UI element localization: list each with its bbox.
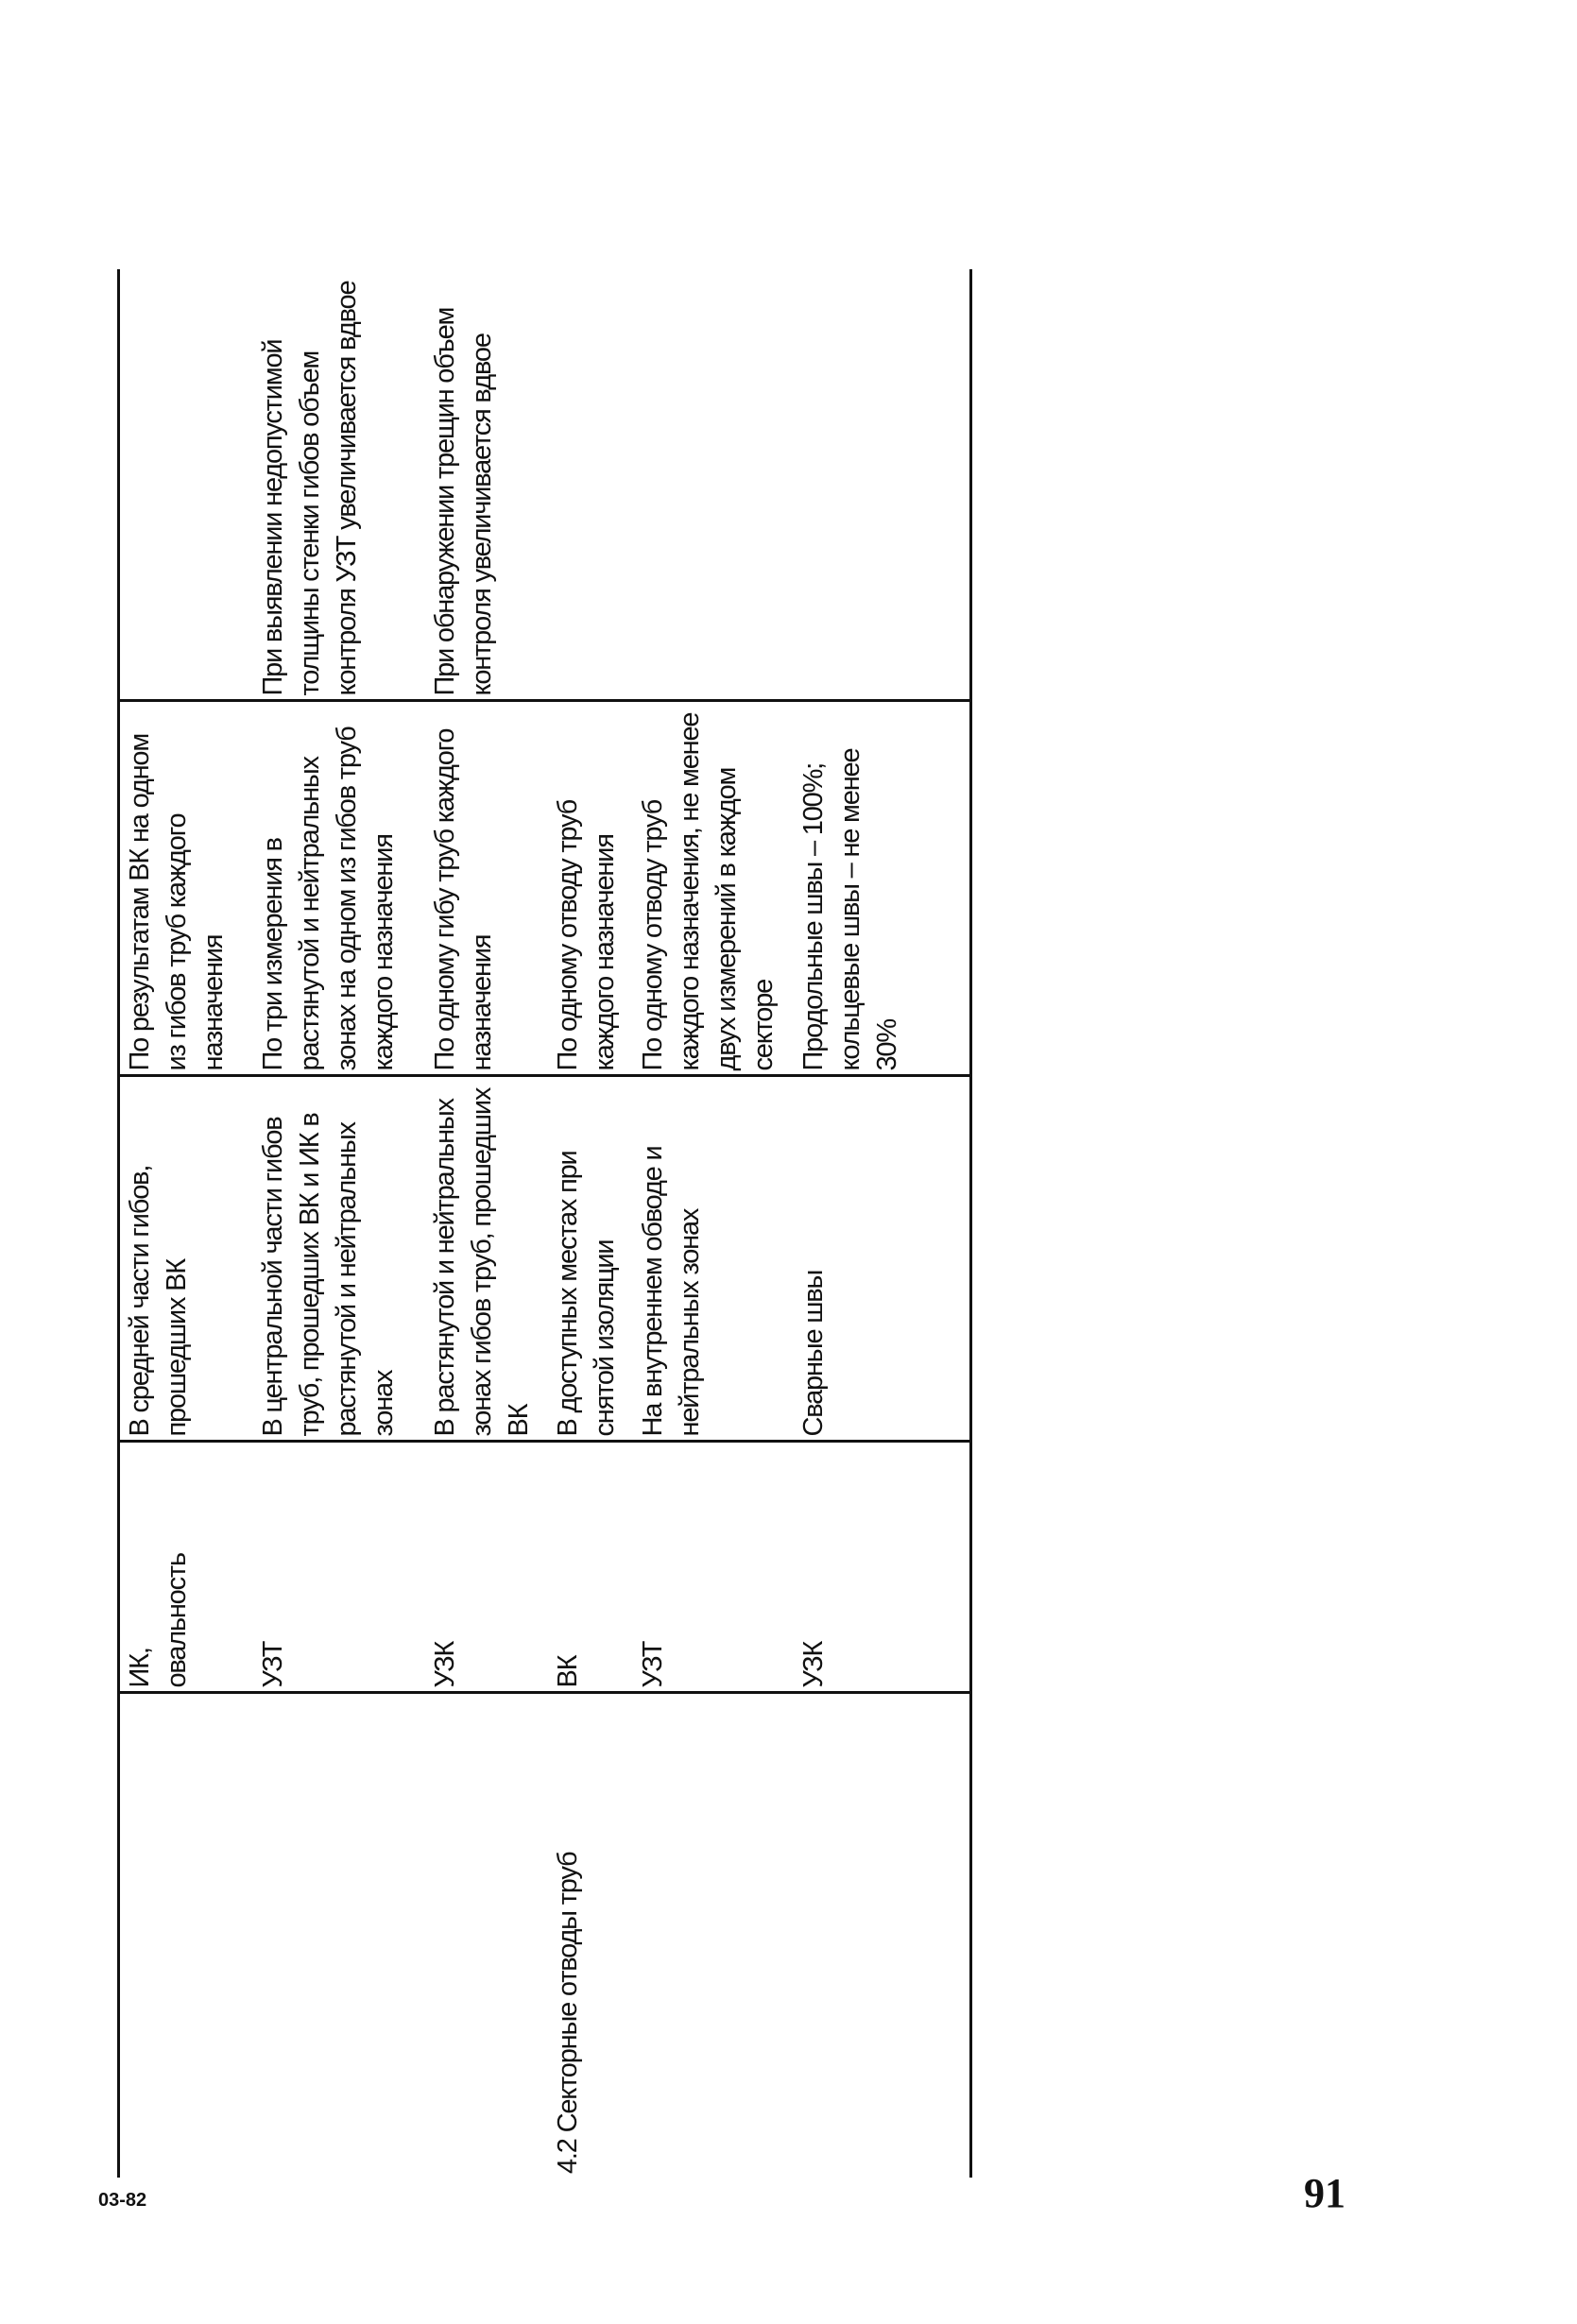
- note-cell: При обнаружении трещин объем контроля увеличивается вдвое: [425, 269, 548, 701]
- table-row: [633, 269, 794, 2178]
- table-row: [548, 269, 633, 2178]
- volume-cell: По три измерения в растянутой и нейтральных зонах на одном из гибов труб каждого назначения: [253, 701, 425, 1076]
- note-cell: [794, 269, 971, 701]
- zones-cell: На внутреннем обводе и нейтральных зонах: [633, 1076, 794, 1442]
- volume-cell: Продольные швы – 100%; кольцевые швы – не менее 30%: [794, 701, 971, 1076]
- object-cell: [425, 1693, 548, 2178]
- zones-cell: Сварные швы: [794, 1076, 971, 1442]
- method-cell: ВК: [548, 1442, 633, 1693]
- object-cell: [794, 1693, 971, 2178]
- rotated-table-container: [117, 269, 969, 2178]
- method-cell: УЗТ: [633, 1442, 794, 1693]
- volume-cell: По одному отводу труб каждого назначения: [548, 701, 633, 1076]
- method-cell: [119, 1442, 253, 1693]
- method-text: ИК, овальность: [125, 1553, 192, 1688]
- zones-cell: В средней части гибов, прошедших ВК: [119, 1076, 253, 1442]
- object-cell: [119, 1693, 253, 2178]
- object-cell: [633, 1693, 794, 2178]
- object-cell: 4.2 Секторные отводы труб: [552, 1852, 583, 2174]
- method-cell: УЗК: [794, 1442, 971, 1693]
- volume-cell: По одному отводу труб каждого назначения, не менее двух измерений в каждом секторе: [633, 701, 794, 1076]
- object-cell: [253, 1693, 425, 2178]
- page-number: 91: [1304, 2170, 1346, 2216]
- note-cell: При выявлении недопустимой толщины стенки гибов объем контроля УЗТ увеличивается вдвое: [253, 269, 425, 701]
- volume-cell: По одному гибу труб каждого назначения: [425, 701, 548, 1076]
- zones-cell: В растянутой и нейтральных зонах гибов труб, прошедших ВК: [425, 1076, 548, 1442]
- method-cell: УЗК: [425, 1442, 548, 1693]
- note-cell: [119, 269, 253, 701]
- zones-cell: В доступных местах при снятой изоляции: [548, 1076, 633, 1442]
- inspection-table: [117, 269, 972, 2178]
- table-row: [425, 269, 548, 2178]
- table-row: [794, 269, 971, 2178]
- note-cell: [633, 269, 794, 701]
- document-code: 03-82: [98, 2190, 147, 2211]
- zones-cell: В центральной части гибов труб, прошедших ВК и ИК в растянутой и нейтральных зонах: [253, 1076, 425, 1442]
- table-row: [119, 269, 253, 2178]
- method-cell: УЗТ: [253, 1442, 425, 1693]
- note-cell: [548, 269, 633, 701]
- table-row: [253, 269, 425, 2178]
- volume-cell: По результатам ВК на одном из гибов труб каждого назначения: [119, 701, 253, 1076]
